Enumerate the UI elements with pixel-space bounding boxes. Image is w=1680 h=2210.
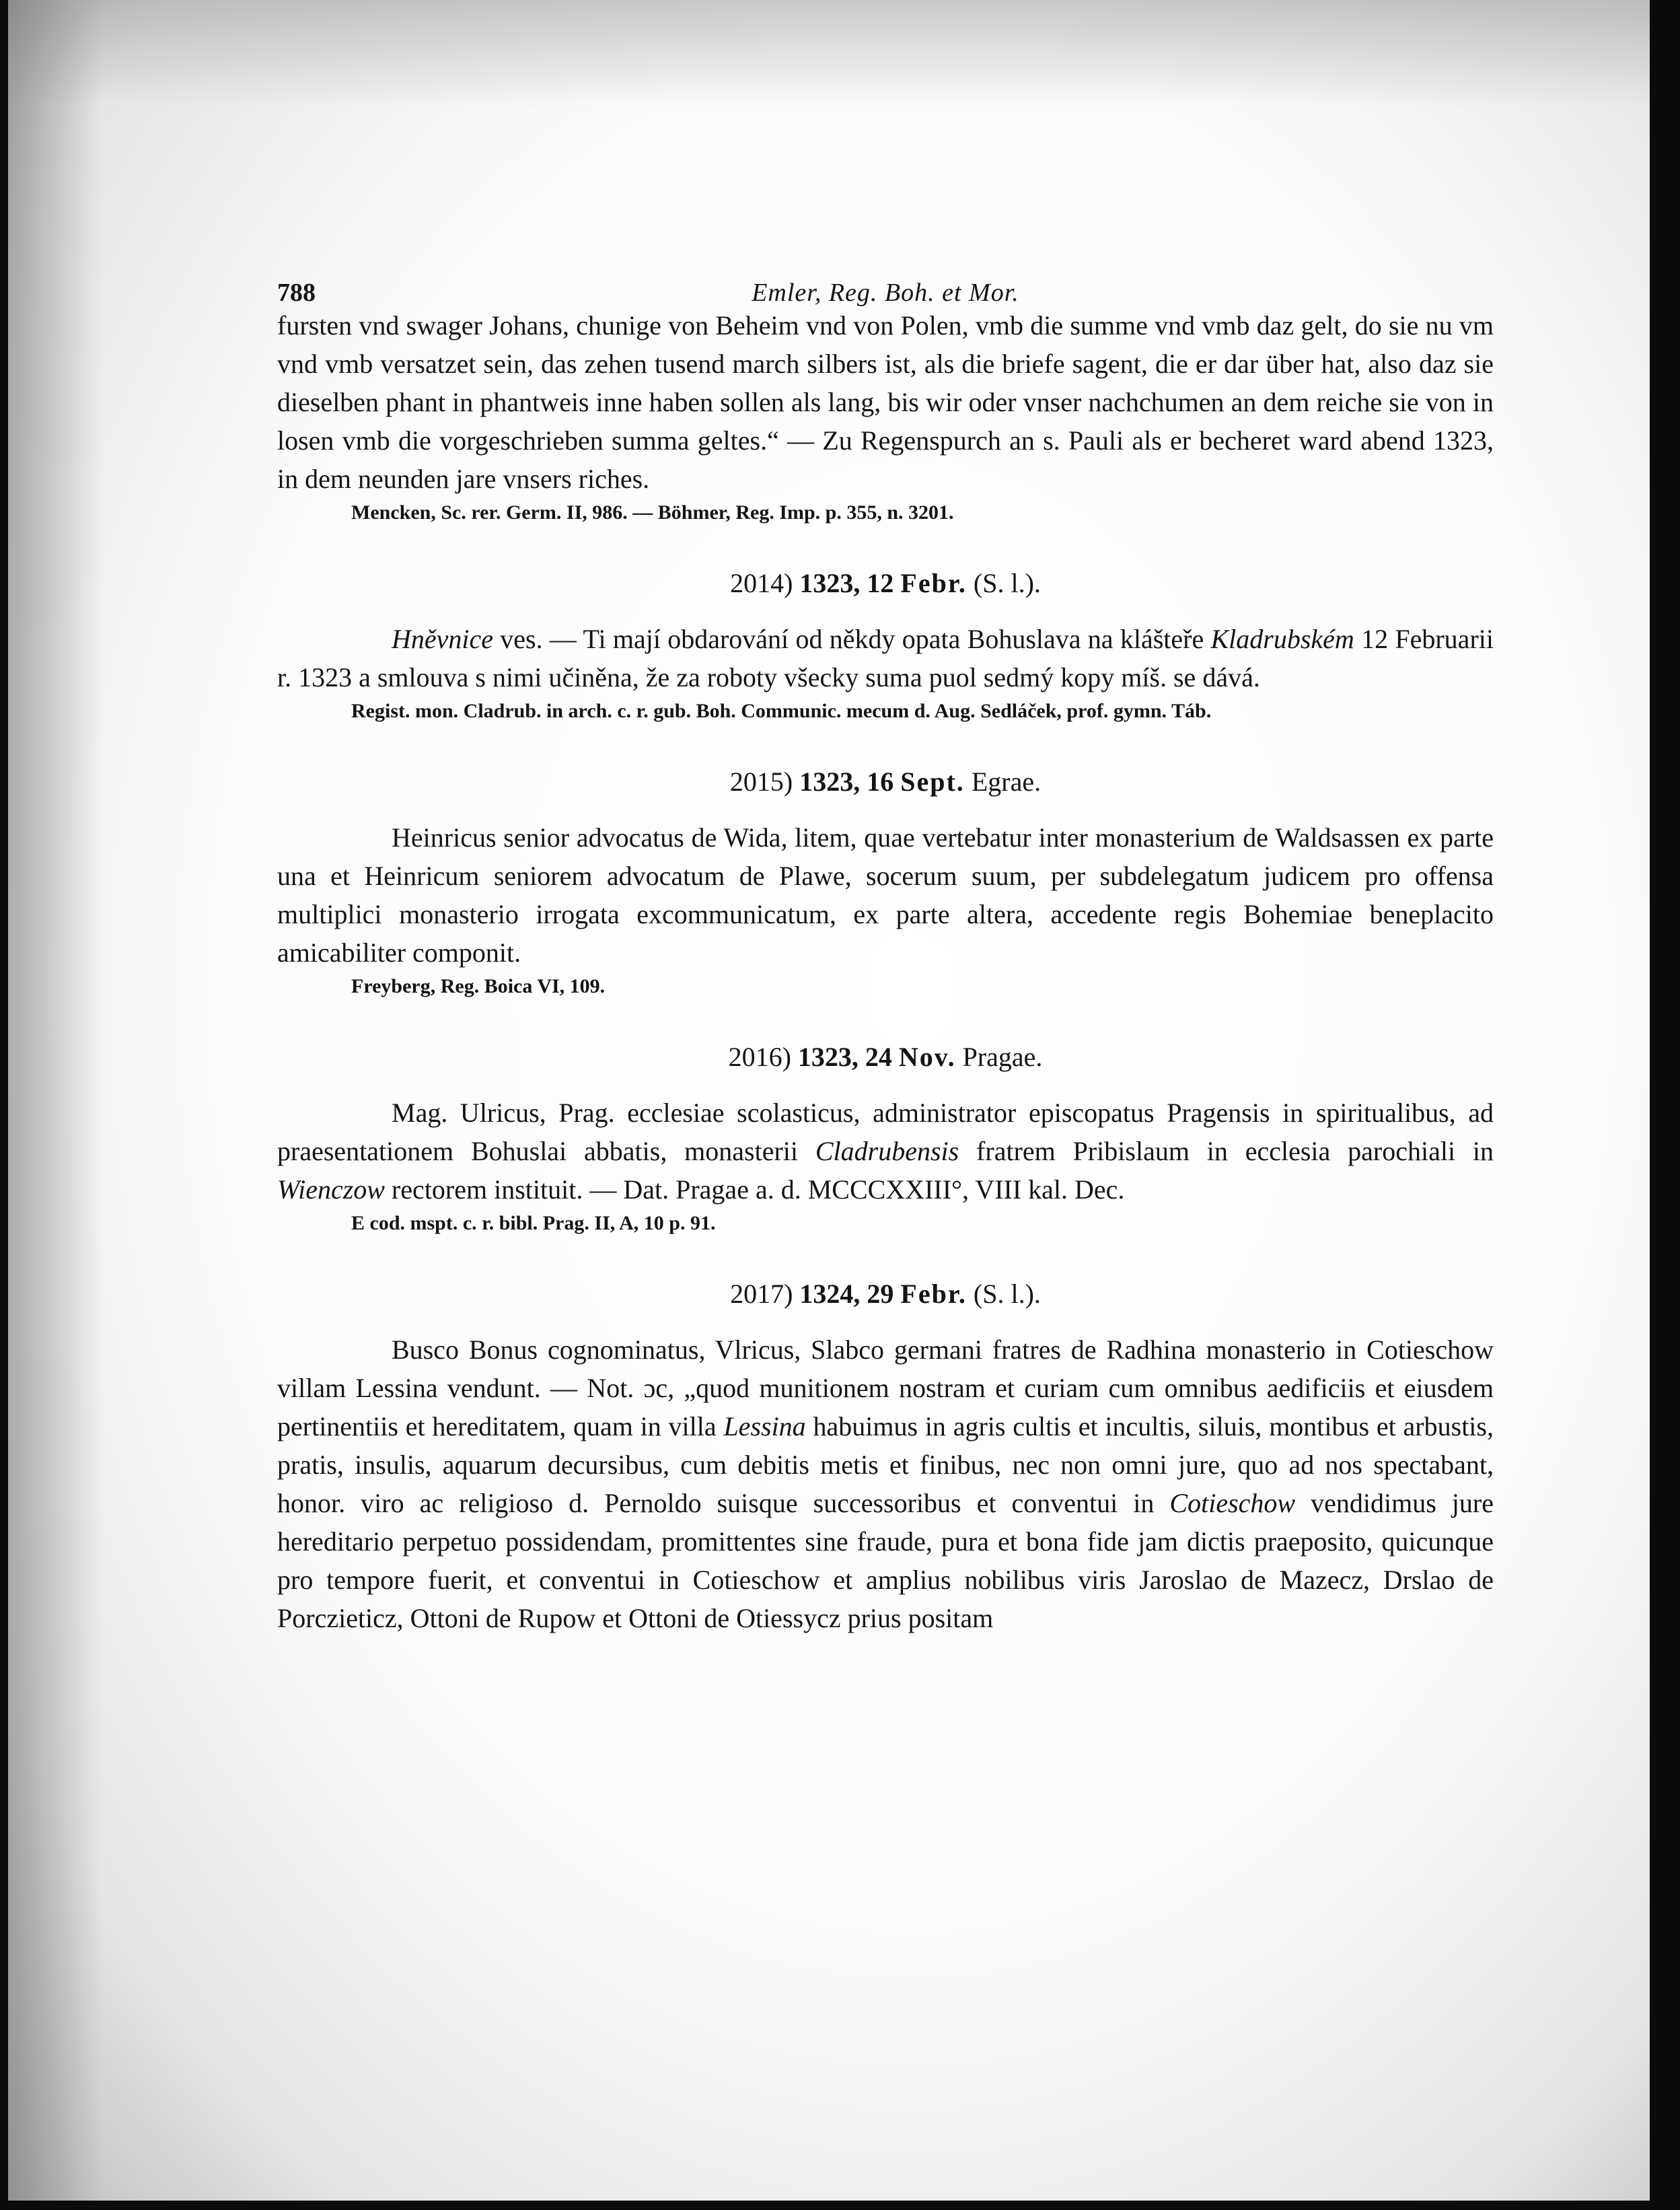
entry-2015-citation: Freyberg, Reg. Boica VI, 109.	[351, 975, 606, 997]
entry-date: 1323, 16	[799, 767, 894, 797]
entry-place: Pragae.	[962, 1042, 1043, 1072]
entry-month: Febr.	[900, 568, 967, 598]
entry-place: (S. l.).	[973, 568, 1041, 598]
entry-2016-citation: E cod. mspt. c. r. bibl. Prag. II, A, 10 p. 91.	[351, 1212, 716, 1234]
entry-2014-citation: Regist. mon. Cladrub. in arch. c. r. gub. Boh. Communic. mecum d. Aug. Sedláček, prof. gymn. Táb.	[351, 700, 1212, 722]
entry-date: 1324, 29	[799, 1279, 894, 1309]
monastery-name: Cladrubensis	[815, 1136, 959, 1166]
monastery-name: Cotieschow	[1169, 1488, 1296, 1518]
entry-2015-body: Heinricus senior advocatus de Wida, litem, quae vertebatur inter monasterium de Waldsassen ex parte una et Heinricum seniorem advocatum de Plawe, socerum suum, per subdelegatum judicem pro offensa multiplici monasterio irrogata excommunicatum, ex parte altera, accedente regis Bohemiae beneplacito amicabiliter componit.	[277, 822, 1494, 968]
body-text: Busco Bonus cognominatus, Vlricus, Slabco germani fratres de Radhina monasterio in Cotieschow villam Lessina vendunt. — Not. ɔc, „quod munitionem nostram et curiam cum omnibus aedificiis et eiusdem pertinentiis et hereditatem, quam in villa	[277, 1334, 1494, 1441]
entry-date: 1323, 12	[799, 568, 894, 598]
entry-2014-body	[277, 620, 1494, 697]
entry-2015-heading	[277, 762, 1494, 801]
body-text: ves. — Ti mají obdarování od někdy opata Bohuslava na klášteře	[493, 624, 1211, 654]
entry-2016-heading	[277, 1038, 1494, 1076]
page-top-shadow	[8, 0, 1650, 108]
entry-place: Egrae.	[971, 767, 1042, 797]
body-text: habuimus in agris cultis et incultis, siluis, montibus et arbustis, pratis, insulis, aquarum decursibus, cum debitis metis et finibus, nec non omni jure, quo ad nos spectabant, honor. viro ac religioso d. Pernoldo suisque successoribus et conventui in	[277, 1411, 1494, 1518]
entry-number: 2014)	[730, 568, 793, 598]
intro-citation: Mencken, Sc. rer. Germ. II, 986. — Böhmer, Reg. Imp. p. 355, n. 3201.	[351, 501, 954, 524]
village-name: Lessina	[723, 1411, 806, 1441]
parish-name: Wienczow	[277, 1174, 385, 1205]
entry-number: 2016)	[728, 1042, 791, 1072]
body-text: vendidimus jure hereditario perpetuo possidendam, promittentes sine fraude, pura et bona fide jam dictis praeposito, quicunque pro tempore fuerit, et conventui in Cotieschow et amplius nobilibus viris Jaroslao de Mazecz, Drslao de Porczieticz, Ottoni de Rupow et Ottoni de Otiessycz prius positam	[277, 1488, 1494, 1633]
entry-place: (S. l.).	[973, 1279, 1041, 1309]
entry-2017-heading	[277, 1275, 1494, 1313]
entry-date: 1323, 24	[797, 1042, 892, 1072]
place-name: Hněvnice	[392, 624, 494, 654]
entry-month: Sept.	[900, 767, 965, 797]
entry-2016-body	[277, 1094, 1494, 1209]
body-text: 12 Februarii r. 1323 a smlouva s nimi učiněna, že za roboty všecky suma puol sedmý kopy míš. se dává.	[277, 624, 1494, 692]
running-title: Emler, Reg. Boh. et Mor.	[752, 279, 1019, 307]
body-text: fratrem Pribislaum in ecclesia parochiali in	[959, 1136, 1494, 1166]
scanned-page	[8, 0, 1650, 2201]
monastery-name: Kladrubském	[1210, 624, 1354, 654]
body-text: Mag. Ulricus, Prag. ecclesiae scolasticus, administrator episcopatus Pragensis in spiritualibus, ad praesentationem Bohuslai abbatis, monasterii	[277, 1098, 1494, 1166]
entry-2014-heading	[277, 564, 1494, 602]
entry-number: 2015)	[729, 767, 793, 797]
entry-2017-body	[277, 1330, 1494, 1637]
intro-paragraph: fursten vnd swager Johans, chunige von Beheim vnd von Polen, vmb die summe vnd vmb daz gelt, do sie nu vm vnd vmb versatzet sein, das zehen tusend march silbers ist, als die briefe sagent, die er dar über hat, also daz sie dieselben phant in phantweis inne haben sollen als lang, bis wir oder vnser nachchumen an dem reiche sie von in losen vmb die vorgeschrieben summa geltes.“ — Zu Regenspurch an s. Pauli als er becheret ward abend 1323, in dem neunden jare vnsers riches.	[277, 310, 1494, 494]
page-number: 788	[277, 279, 316, 307]
entry-month: Febr.	[900, 1279, 967, 1309]
body-text: rectorem instituit. — Dat. Pragae a. d. MCCCXXIII°, VIII kal. Dec.	[384, 1174, 1125, 1205]
page-edge-shadow	[8, 0, 102, 2201]
entry-month: Nov.	[898, 1042, 956, 1072]
entry-number: 2017)	[730, 1279, 793, 1309]
page-content	[277, 266, 1494, 1637]
page-header	[277, 266, 1494, 306]
